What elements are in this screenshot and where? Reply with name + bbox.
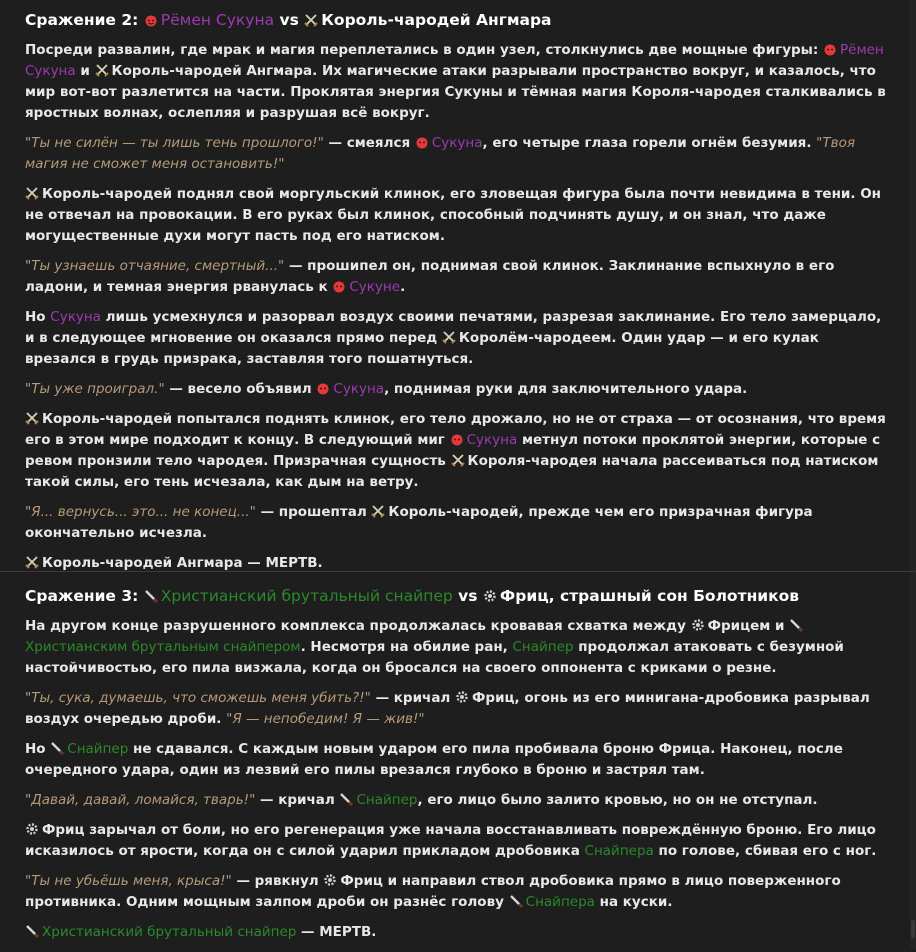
- paragraph: Король-чародей поднял свой моргульский клинок, его зловещая фигура была почти невидима в тени. Он не отвечал на провокации. В его руках был клинок, способный подчинять душу, и он знал, что даже могущественные духи могут пасть под его натиском.: [25, 186, 882, 244]
- paragraph: Но Сукуна лишь усмехнулся и разорвал воздух своими печатями, разрезая заклинание. Его тело замерцало, и в следующее мгновение он оказался прямо перед Королём-чародеем. Один удар — и его кулак врезался в грудь призрака, заставляя того пошатнуться.: [25, 309, 882, 367]
- knife-icon: [509, 894, 523, 908]
- paragraph: На другом конце разрушенного комплекса продолжалась кровавая схватка между Фрицем и Христианским брутальным снайпером. Несмотря на обилие ран, Снайпер продолжал атаковать с безумной настойчивостью, его пила визжала, когда он бросался на своего оппонента с криками о резне.: [25, 618, 844, 676]
- battle3-title: Сражение 3: Христианский брутальный снайпер vs Фриц, страшный сон Болотников: [25, 587, 800, 605]
- battle3-section: [25, 585, 887, 952]
- death-line: Христианский брутальный снайпер — МЕРТВ.: [25, 922, 887, 943]
- paragraph: "Ты узнаешь отчаяние, смертный..." — прошипел он, поднимая свой клинок. Заклинание вспыхнуло в его ладони, и темная энергия рванулась к Сукуне.: [25, 258, 835, 295]
- paragraph: Король-чародей попытался поднять клинок, его тело дрожало, но не от страха — от осознания, что время его в этом мире подходит к концу. В следующий миг Сукуна метнул потоки проклятой энергии, которые с ревом пронзили тело чародея. Призрачная сущность Короля-чародея начала рассеиваться под натиском такой силы, его тень исчезала, как дым на ветру.: [25, 411, 886, 490]
- battle2-section: [25, 9, 887, 583]
- section-divider: [0, 571, 916, 572]
- scrollbar-track[interactable]: [910, 0, 916, 949]
- paragraph: Но Снайпер не сдавался. С каждым новым ударом его пила пробивала броню Фрица. Наконец, после очередного удара, один из лезвий его пилы врезался глубоко в броню и застрял там.: [25, 741, 843, 778]
- crossed-swords-icon: [442, 330, 456, 344]
- fighter-name-sniper: Христианский брутальный снайпер: [160, 587, 453, 605]
- battle2-title: [25, 9, 887, 31]
- devil-icon: [823, 42, 837, 56]
- fighter-name-sukuna: Рёмен Сукуна: [160, 11, 275, 29]
- crossed-swords-icon: [25, 186, 39, 200]
- devil-icon: [450, 432, 464, 446]
- paragraph: "Ты не убьёшь меня, крыса!" — рявкнул Фриц и направил ствол дробовика прямо в лицо поверженного противника. Одним мощным залпом дроби он разнёс голову Снайпера на куски.: [25, 873, 841, 910]
- gear-icon: [323, 873, 337, 887]
- fighter-name-fritz: Фриц, страшный сон Болотников: [499, 587, 800, 605]
- knife-icon: [144, 589, 158, 603]
- devil-icon: [316, 381, 330, 395]
- paragraph: "Ты, сука, думаешь, что сможешь меня убить?!" — кричал Фриц, огонь из его минигана-дробовика разрывал воздух очередью дроби. "Я — непобедим! Я — жив!": [25, 690, 870, 727]
- gear-icon: [691, 618, 705, 632]
- knife-icon: [339, 792, 353, 806]
- knife-icon: [50, 741, 64, 755]
- battle2-title-prefix: Сражение 2:: [25, 11, 139, 29]
- paragraph: "Ты уже проиграл." — весело объявил Сукуна, поднимая руки для заключительного удара.: [25, 381, 748, 397]
- knife-icon: [789, 618, 803, 632]
- paragraph: "Я... вернусь... это... не конец..." — прошептал Король-чародей, прежде чем его призрачная фигура окончательно исчезла.: [25, 504, 813, 541]
- crossed-swords-icon: [451, 453, 465, 467]
- gear-icon: [25, 822, 39, 836]
- paragraph: "Давай, давай, ломайся, тварь!" — кричал Снайпер, его лицо было залито кровью, но он не отступал.: [25, 792, 818, 808]
- gear-icon: [483, 589, 497, 603]
- crossed-swords-icon: [25, 411, 39, 425]
- devil-icon: [332, 279, 346, 293]
- paragraph: Фриц зарычал от боли, но его регенерация уже начала восстанавливать повреждённую броню. Его лицо исказилось от ярости, когда он с силой ударил прикладом дробовика Снайпера по голове, сбивая его с ног.: [25, 822, 877, 859]
- gear-icon: [455, 690, 469, 704]
- devil-icon: [415, 135, 429, 149]
- paragraph: Посреди развалин, где мрак и магия переплетались в один узел, столкнулись две мощные фигуры: Рёмен Сукуна и Король-чародей Ангмара. Их магические атаки разрывали пространство вокруг, и казалось, что мир вот-вот разлетится на части. Проклятая энергия Сукуны и тёмная магия Короля-чародея сталкивались в яростных волнах, ослепляя и разрушая всё вокруг.: [25, 42, 886, 121]
- vs-label: vs: [279, 11, 299, 29]
- crossed-swords-icon: [304, 13, 318, 27]
- paragraph: "Ты не силён — ты лишь тень прошлого!" — смеялся Сукуна, его четыре глаза горели огнём безумия. "Твоя магия не сможет меня остановить!": [25, 135, 855, 172]
- knife-icon: [25, 924, 39, 938]
- crossed-swords-icon: [25, 555, 39, 569]
- crossed-swords-icon: [95, 63, 109, 77]
- scrollbar-thumb[interactable]: [911, 920, 915, 938]
- devil-icon: [144, 13, 158, 27]
- death-line: Король-чародей Ангмара — МЕРТВ.: [25, 553, 887, 574]
- crossed-swords-icon: [371, 504, 385, 518]
- fighter-name-witchking: Король-чародей Ангмара: [321, 11, 552, 29]
